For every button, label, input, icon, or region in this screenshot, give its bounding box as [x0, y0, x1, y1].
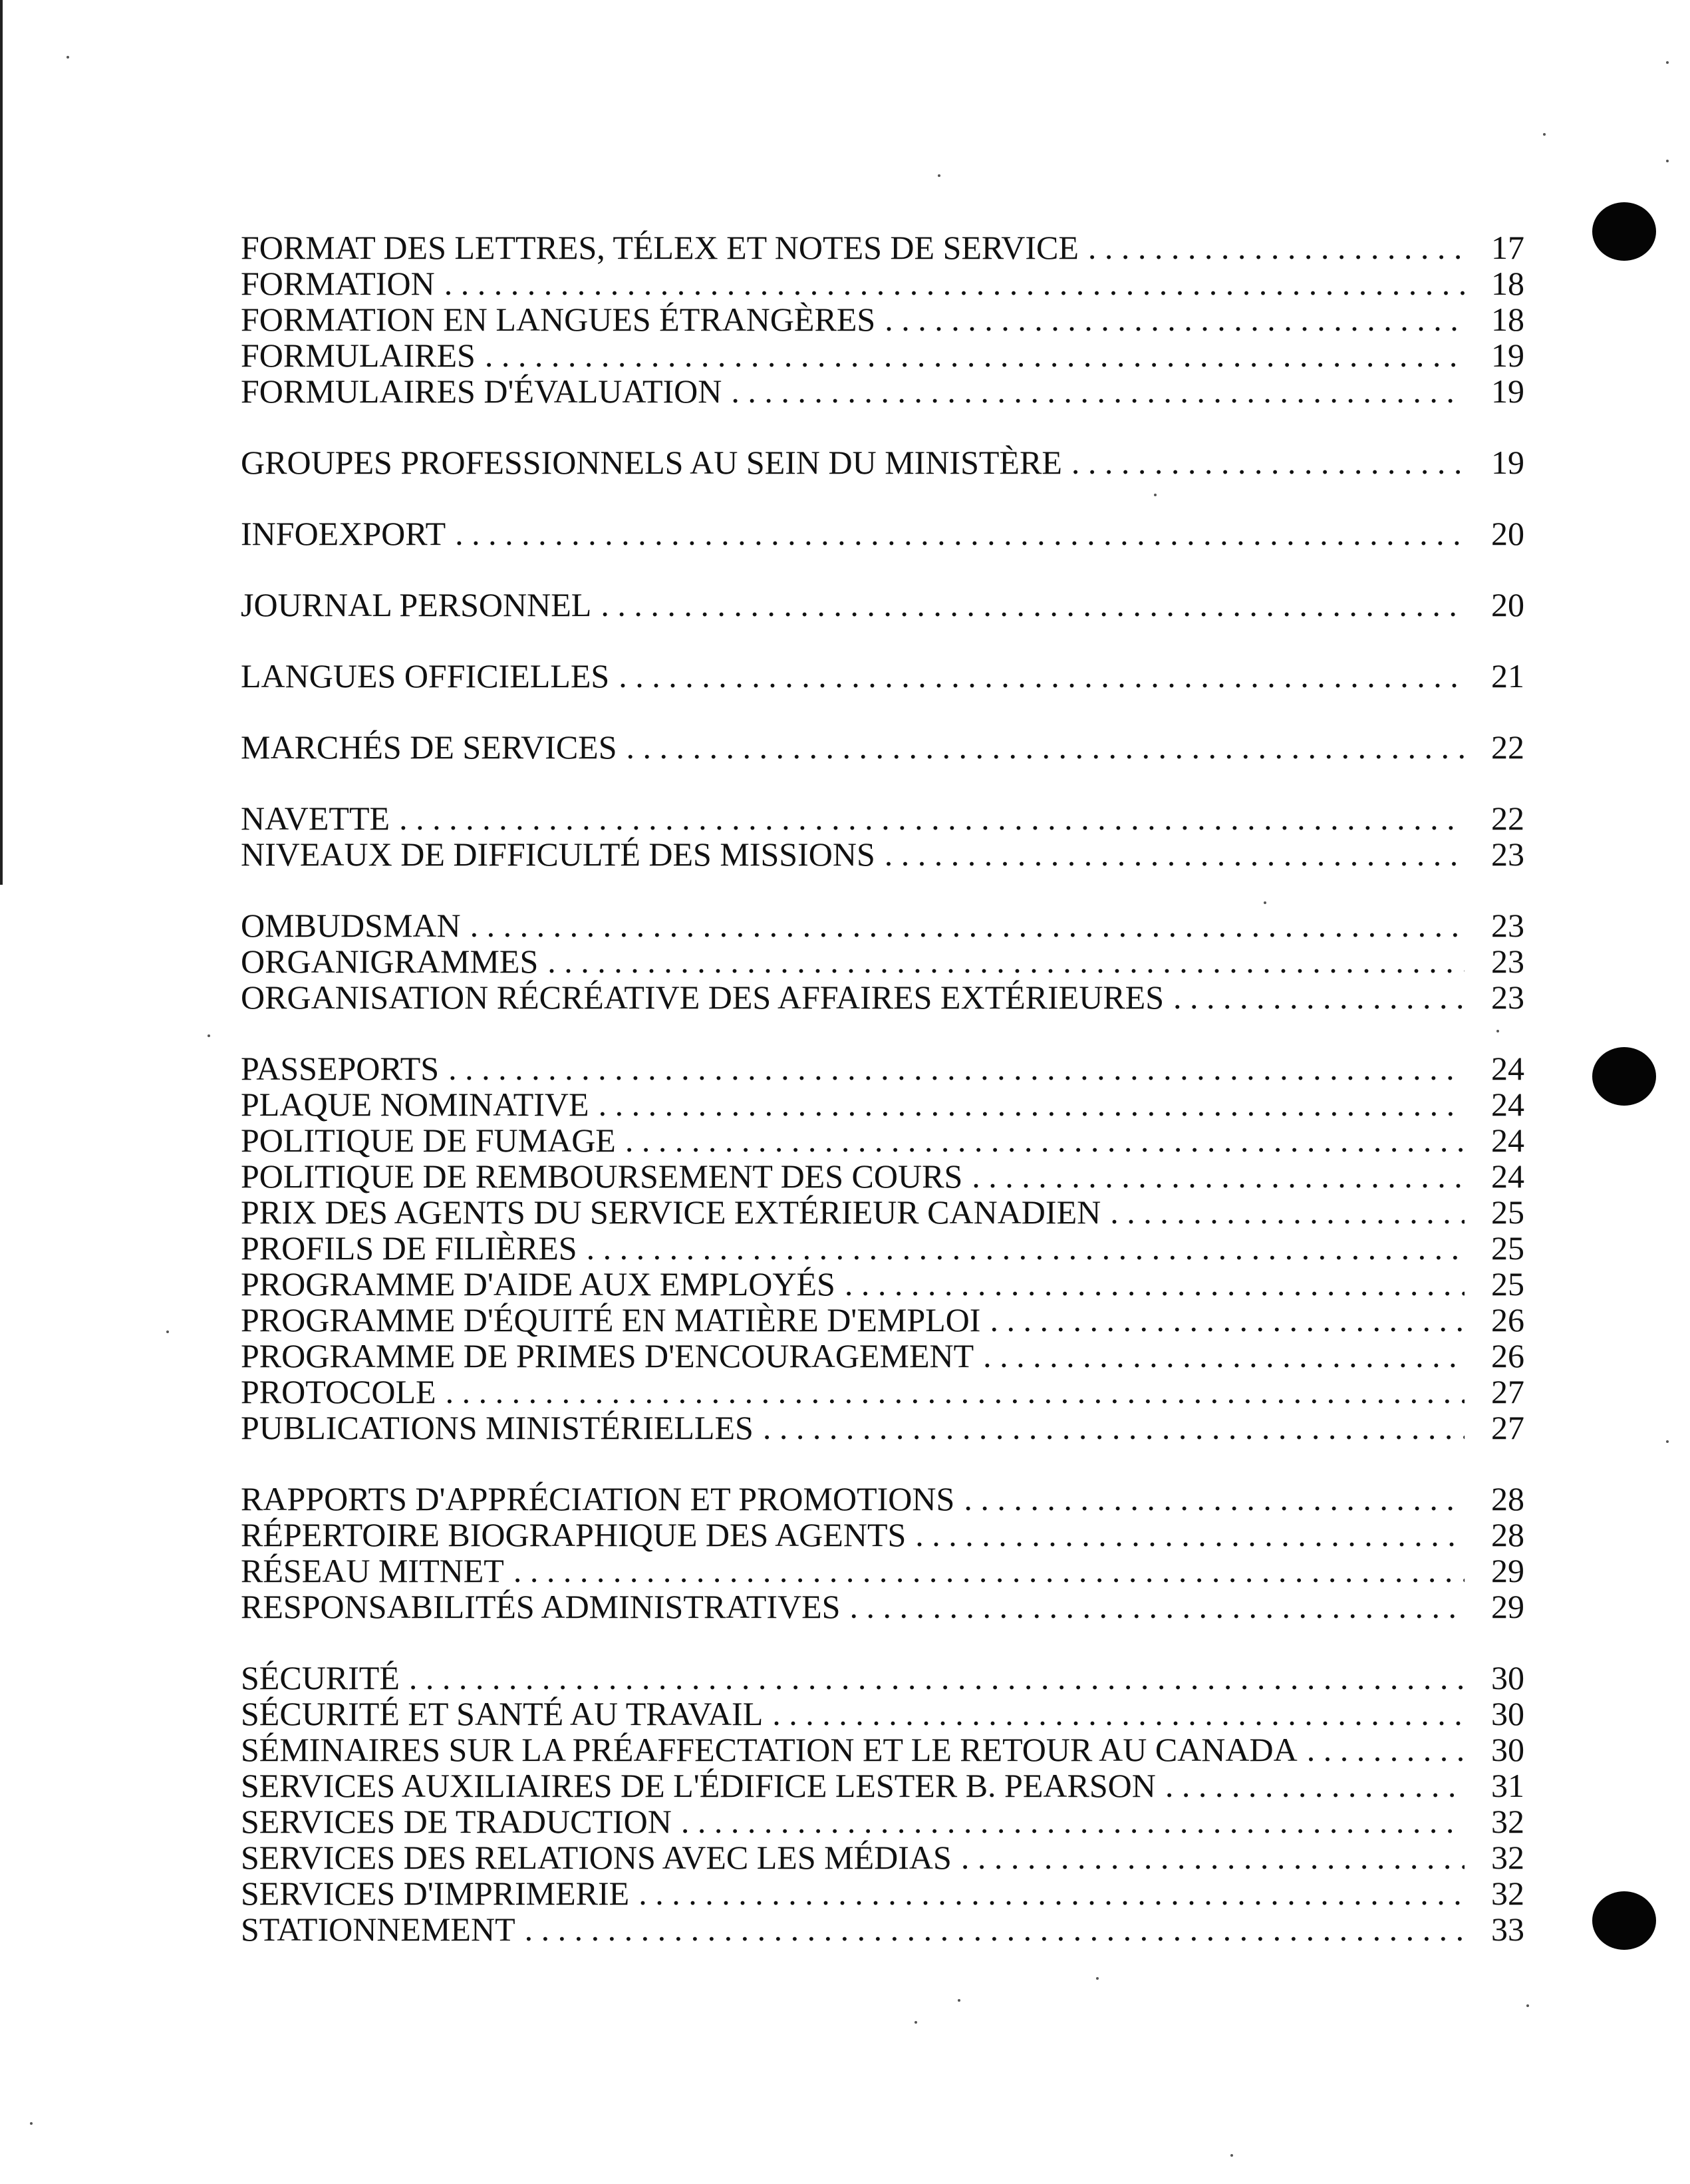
toc-entry — [241, 516, 1524, 551]
toc-entry-page-number: 27 — [1491, 1409, 1524, 1446]
toc-entry-page-number: 24 — [1491, 1086, 1524, 1123]
toc-entry-page-number: 22 — [1491, 728, 1524, 766]
toc-entry — [241, 587, 1524, 623]
dot-leader — [1165, 1768, 1465, 1803]
scan-speck — [67, 56, 69, 59]
toc-group — [241, 444, 1524, 480]
toc-entry-title: NAVETTE — [241, 800, 390, 837]
dot-leader — [444, 265, 1465, 301]
dot-leader — [1173, 979, 1465, 1015]
toc-group — [241, 1660, 1524, 1947]
toc-entry — [241, 1589, 1524, 1625]
dot-leader — [990, 1302, 1465, 1338]
dot-leader — [409, 1660, 1465, 1696]
toc-entry-title: PLAQUE NOMINATIVE — [241, 1086, 589, 1123]
toc-entry-page-number: 25 — [1491, 1229, 1524, 1267]
toc-entry-page-number: 17 — [1491, 229, 1524, 266]
toc-entry-title: RESPONSABILITÉS ADMINISTRATIVES — [241, 1588, 841, 1625]
toc-entry-page-number: 26 — [1491, 1301, 1524, 1338]
toc-entry-title: ORGANIGRAMMES — [241, 943, 539, 980]
dot-leader — [619, 658, 1465, 694]
toc-entry-page-number: 29 — [1491, 1552, 1524, 1589]
dot-leader — [547, 943, 1465, 979]
toc-entry-title: JOURNAL PERSONNEL — [241, 586, 592, 623]
toc-entry — [241, 1122, 1524, 1158]
toc-entry-page-number: 19 — [1491, 337, 1524, 374]
toc-entry — [241, 1732, 1524, 1768]
dot-leader — [983, 1338, 1465, 1374]
toc-entry — [241, 1839, 1524, 1875]
toc-entry-page-number: 23 — [1491, 979, 1524, 1016]
dot-leader — [1110, 1194, 1465, 1230]
punch-hole-middle — [1592, 1047, 1656, 1106]
toc-entry-page-number: 23 — [1491, 907, 1524, 944]
scan-speck — [1543, 133, 1546, 136]
toc-entry-page-number: 31 — [1491, 1767, 1524, 1804]
toc-entry-page-number: 22 — [1491, 800, 1524, 837]
toc-entry — [241, 337, 1524, 373]
toc-entry — [241, 1875, 1524, 1911]
toc-entry-page-number: 18 — [1491, 265, 1524, 302]
toc-entry — [241, 836, 1524, 872]
toc-group — [241, 516, 1524, 551]
toc-entry-title: PROFILS DE FILIÈRES — [241, 1229, 577, 1267]
scan-speck — [1666, 160, 1669, 162]
toc-entry-page-number: 32 — [1491, 1875, 1524, 1912]
toc-entry-title: PASSEPORTS — [241, 1050, 440, 1087]
toc-entry — [241, 907, 1524, 943]
toc-entry-page-number: 30 — [1491, 1659, 1524, 1696]
toc-entry — [241, 1338, 1524, 1374]
toc-entry — [241, 1302, 1524, 1338]
toc-entry-page-number: 19 — [1491, 373, 1524, 410]
toc-entry — [241, 1086, 1524, 1122]
toc-entry-title: ORGANISATION RÉCRÉATIVE DES AFFAIRES EXTÉRIEURES — [241, 979, 1165, 1016]
scan-speck — [1666, 1440, 1669, 1443]
toc-entry-title: GROUPES PROFESSIONNELS AU SEIN DU MINISTÈRE — [241, 444, 1062, 481]
scan-speck — [166, 1330, 169, 1333]
dot-leader — [525, 1911, 1465, 1947]
toc-entry-title: NIVEAUX DE DIFFICULTÉ DES MISSIONS — [241, 836, 875, 873]
toc-entry-page-number: 25 — [1491, 1265, 1524, 1303]
toc-entry-title: SERVICES D'IMPRIMERIE — [241, 1875, 630, 1912]
toc-entry-title: FORMATION EN LANGUES ÉTRANGÈRES — [241, 301, 876, 338]
toc-entry-page-number: 20 — [1491, 586, 1524, 623]
punch-hole-bottom — [1592, 1891, 1656, 1950]
dot-leader — [1071, 444, 1465, 480]
dot-leader — [455, 516, 1465, 551]
table-of-contents — [241, 230, 1524, 1982]
toc-entry-title: SÉCURITÉ — [241, 1659, 400, 1696]
dot-leader — [638, 1875, 1465, 1911]
toc-entry-title: PROGRAMME DE PRIMES D'ENCOURAGEMENT — [241, 1337, 974, 1374]
scan-speck — [915, 2021, 917, 2024]
toc-entry-title: PUBLICATIONS MINISTÉRIELLES — [241, 1409, 754, 1446]
dot-leader — [601, 587, 1465, 623]
toc-entry — [241, 1374, 1524, 1410]
toc-group — [241, 230, 1524, 409]
toc-entry-title: FORMATION — [241, 265, 435, 302]
dot-leader — [625, 1122, 1465, 1158]
toc-entry-page-number: 26 — [1491, 1337, 1524, 1374]
dot-leader — [627, 729, 1465, 765]
toc-entry — [241, 1481, 1524, 1517]
scan-speck — [1666, 61, 1669, 64]
toc-entry-page-number: 24 — [1491, 1122, 1524, 1159]
toc-group — [241, 587, 1524, 623]
toc-entry-title: PROGRAMME D'ÉQUITÉ EN MATIÈRE D'EMPLOI — [241, 1301, 981, 1338]
toc-entry-title: PRIX DES AGENTS DU SERVICE EXTÉRIEUR CANADIEN — [241, 1193, 1101, 1231]
toc-group — [241, 1481, 1524, 1625]
scan-edge-line — [0, 0, 3, 885]
scan-speck — [958, 1999, 960, 2002]
toc-group — [241, 729, 1524, 765]
dot-leader — [599, 1086, 1465, 1122]
dot-leader — [845, 1266, 1465, 1302]
toc-entry-page-number: 32 — [1491, 1839, 1524, 1876]
dot-leader — [399, 800, 1465, 836]
toc-entry — [241, 1696, 1524, 1732]
toc-entry-title: STATIONNEMENT — [241, 1911, 515, 1948]
dot-leader — [513, 1553, 1465, 1589]
toc-entry — [241, 658, 1524, 694]
toc-entry-title: PROGRAMME D'AIDE AUX EMPLOYÉS — [241, 1265, 835, 1303]
toc-entry-title: POLITIQUE DE FUMAGE — [241, 1122, 616, 1159]
toc-entry-title: MARCHÉS DE SERVICES — [241, 728, 617, 766]
toc-entry — [241, 1230, 1524, 1266]
toc-entry — [241, 1050, 1524, 1086]
toc-entry — [241, 444, 1524, 480]
toc-entry — [241, 1553, 1524, 1589]
toc-entry-page-number: 30 — [1491, 1695, 1524, 1732]
toc-entry — [241, 943, 1524, 979]
toc-entry — [241, 1660, 1524, 1696]
toc-entry — [241, 230, 1524, 265]
toc-entry-page-number: 28 — [1491, 1480, 1524, 1517]
dot-leader — [587, 1230, 1465, 1266]
toc-entry — [241, 1803, 1524, 1839]
toc-entry-title: INFOEXPORT — [241, 515, 446, 552]
toc-entry — [241, 1517, 1524, 1553]
toc-entry-page-number: 19 — [1491, 444, 1524, 481]
dot-leader — [772, 1696, 1465, 1732]
dot-leader — [448, 1050, 1465, 1086]
dot-leader — [915, 1517, 1465, 1553]
toc-entry-title: LANGUES OFFICIELLES — [241, 657, 610, 695]
toc-entry-title: POLITIQUE DE REMBOURSEMENT DES COURS — [241, 1158, 963, 1195]
dot-leader — [485, 337, 1465, 373]
toc-entry — [241, 265, 1524, 301]
toc-entry — [241, 800, 1524, 836]
toc-entry-title: RAPPORTS D'APPRÉCIATION ET PROMOTIONS — [241, 1480, 955, 1517]
toc-entry-page-number: 23 — [1491, 836, 1524, 873]
scan-speck — [1230, 2154, 1233, 2157]
toc-entry-page-number: 33 — [1491, 1911, 1524, 1948]
toc-entry-title: SERVICES DE TRADUCTION — [241, 1803, 672, 1840]
toc-entry-title: RÉPERTOIRE BIOGRAPHIQUE DES AGENTS — [241, 1516, 907, 1553]
toc-entry — [241, 1194, 1524, 1230]
toc-entry — [241, 1158, 1524, 1194]
toc-entry-title: RÉSEAU MITNET — [241, 1552, 504, 1589]
dot-leader — [885, 301, 1465, 337]
toc-entry-title: SERVICES DES RELATIONS AVEC LES MÉDIAS — [241, 1839, 952, 1876]
toc-entry-page-number: 24 — [1491, 1158, 1524, 1195]
toc-entry-page-number: 30 — [1491, 1731, 1524, 1768]
toc-entry-title: FORMAT DES LETTRES, TÉLEX ET NOTES DE SERVICE — [241, 229, 1079, 266]
dot-leader — [681, 1803, 1465, 1839]
toc-entry — [241, 729, 1524, 765]
dot-leader — [731, 373, 1465, 409]
toc-entry-page-number: 28 — [1491, 1516, 1524, 1553]
toc-entry-title: SÉMINAIRES SUR LA PRÉAFFECTATION ET LE RETOUR AU CANADA — [241, 1731, 1298, 1768]
toc-entry — [241, 1266, 1524, 1302]
toc-entry-title: FORMULAIRES D'ÉVALUATION — [241, 373, 722, 410]
toc-group — [241, 658, 1524, 694]
toc-entry — [241, 1911, 1524, 1947]
dot-leader — [964, 1481, 1465, 1517]
toc-group — [241, 907, 1524, 1015]
toc-entry — [241, 301, 1524, 337]
toc-entry-page-number: 18 — [1491, 301, 1524, 338]
toc-entry-page-number: 21 — [1491, 657, 1524, 695]
punch-hole-top — [1592, 202, 1656, 261]
toc-entry — [241, 373, 1524, 409]
dot-leader — [849, 1589, 1465, 1625]
toc-entry-page-number: 27 — [1491, 1373, 1524, 1410]
toc-entry-page-number: 29 — [1491, 1588, 1524, 1625]
toc-entry-page-number: 23 — [1491, 943, 1524, 980]
dot-leader — [446, 1374, 1465, 1410]
toc-group — [241, 800, 1524, 872]
scan-speck — [208, 1034, 210, 1037]
dot-leader — [1307, 1732, 1465, 1768]
dot-leader — [470, 907, 1465, 943]
toc-entry — [241, 1410, 1524, 1446]
toc-entry-title: PROTOCOLE — [241, 1373, 436, 1410]
toc-entry-page-number: 20 — [1491, 515, 1524, 552]
toc-entry-page-number: 24 — [1491, 1050, 1524, 1087]
toc-group — [241, 1050, 1524, 1446]
scan-speck — [30, 2122, 33, 2125]
toc-entry — [241, 979, 1524, 1015]
toc-entry-title: FORMULAIRES — [241, 337, 476, 374]
dot-leader — [961, 1839, 1465, 1875]
dot-leader — [763, 1410, 1465, 1446]
toc-entry-page-number: 25 — [1491, 1193, 1524, 1231]
dot-leader — [1088, 230, 1465, 265]
dot-leader — [885, 836, 1465, 872]
toc-entry-title: OMBUDSMAN — [241, 907, 461, 944]
toc-entry-title: SÉCURITÉ ET SANTÉ AU TRAVAIL — [241, 1695, 764, 1732]
scan-speck — [1526, 2004, 1529, 2007]
toc-entry — [241, 1768, 1524, 1803]
scan-speck — [938, 174, 940, 177]
dot-leader — [972, 1158, 1465, 1194]
toc-entry-title: SERVICES AUXILIAIRES DE L'ÉDIFICE LESTER B. PEARSON — [241, 1767, 1156, 1804]
toc-entry-page-number: 32 — [1491, 1803, 1524, 1840]
